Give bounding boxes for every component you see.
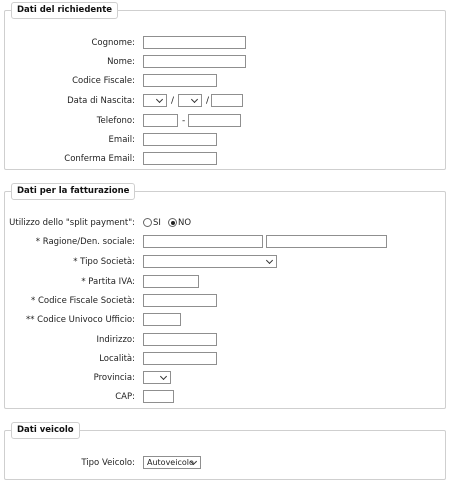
chevron-down-icon <box>156 96 163 103</box>
birth-date-separator: / <box>206 96 210 106</box>
surname-input[interactable] <box>143 36 246 49</box>
split-payment-row <box>5 216 445 230</box>
vehicle-fieldset <box>4 425 446 480</box>
email-input[interactable] <box>143 133 217 146</box>
split-payment-yes-radio[interactable] <box>143 218 152 227</box>
vehicle-type-value: Autoveicolo <box>147 458 194 467</box>
vat-row <box>5 275 445 289</box>
tax-code-input[interactable] <box>143 74 217 87</box>
email-confirm-label: Conferma Email: <box>64 154 135 164</box>
billing-fieldset <box>4 186 446 409</box>
city-input[interactable] <box>143 352 217 365</box>
province-row <box>5 371 445 385</box>
phone-label: Telefono: <box>96 116 135 126</box>
address-row <box>5 333 445 347</box>
vehicle-type-row <box>5 456 445 470</box>
zip-input[interactable] <box>143 390 174 403</box>
split-payment-label: Utilizzo dello "split payment": <box>9 218 135 228</box>
address-label: Indirizzo: <box>96 335 135 345</box>
birth-year-input[interactable] <box>211 94 243 107</box>
company-name-input[interactable] <box>143 235 263 248</box>
surname-label: Cognome: <box>91 38 135 48</box>
city-row <box>5 352 445 366</box>
office-code-row <box>5 313 445 327</box>
name-label: Nome: <box>107 57 135 67</box>
company-tax-code-input[interactable] <box>143 294 217 307</box>
company-name-label: * Ragione/Den. sociale: <box>35 237 135 247</box>
company-tax-code-row <box>5 294 445 308</box>
phone-separator: - <box>182 116 186 126</box>
birth-date-row <box>5 94 445 108</box>
email-row <box>5 133 445 147</box>
birth-date-label: Data di Nascita: <box>67 96 135 106</box>
company-type-select[interactable] <box>143 255 277 268</box>
phone-prefix-input[interactable] <box>143 114 178 127</box>
split-payment-no-radio[interactable] <box>168 218 177 227</box>
name-row <box>5 55 445 69</box>
company-name-row <box>5 235 445 249</box>
zip-label: CAP: <box>115 392 135 402</box>
billing-legend: Dati per la fatturazione <box>11 183 135 200</box>
chevron-down-icon <box>266 257 273 264</box>
vat-input[interactable] <box>143 275 199 288</box>
office-code-input[interactable] <box>143 313 181 326</box>
split-payment-yes-label[interactable]: SI <box>153 218 161 228</box>
birth-day-select[interactable] <box>143 94 167 107</box>
company-tax-code-label: * Codice Fiscale Società: <box>31 296 135 306</box>
phone-row <box>5 114 445 128</box>
province-select[interactable] <box>143 371 171 384</box>
applicant-fieldset <box>4 5 446 170</box>
email-label: Email: <box>108 135 135 145</box>
vehicle-type-label: Tipo Veicolo: <box>81 458 135 468</box>
chevron-down-icon <box>160 373 167 380</box>
email-confirm-row <box>5 152 445 166</box>
company-type-row <box>5 255 445 269</box>
birth-date-separator: / <box>171 96 175 106</box>
chevron-down-icon <box>191 96 198 103</box>
zip-row <box>5 390 445 404</box>
vehicle-type-select[interactable] <box>143 456 201 469</box>
city-label: Località: <box>99 354 135 364</box>
vat-label: * Partita IVA: <box>81 277 135 287</box>
tax-code-label: Codice Fiscale: <box>72 76 135 86</box>
name-input[interactable] <box>143 55 246 68</box>
applicant-legend: Dati del richiedente <box>11 2 118 19</box>
vehicle-legend: Dati veicolo <box>11 422 80 439</box>
address-input[interactable] <box>143 333 217 346</box>
office-code-label: ** Codice Univoco Ufficio: <box>25 315 135 325</box>
surname-row <box>5 36 445 50</box>
company-type-label: * Tipo Società: <box>73 257 135 267</box>
phone-number-input[interactable] <box>188 114 241 127</box>
split-payment-no-label[interactable]: NO <box>178 218 192 228</box>
company-name-extra-input[interactable] <box>266 235 387 248</box>
email-confirm-input[interactable] <box>143 152 217 165</box>
province-label: Provincia: <box>93 373 135 383</box>
birth-month-select[interactable] <box>178 94 202 107</box>
tax-code-row <box>5 74 445 88</box>
